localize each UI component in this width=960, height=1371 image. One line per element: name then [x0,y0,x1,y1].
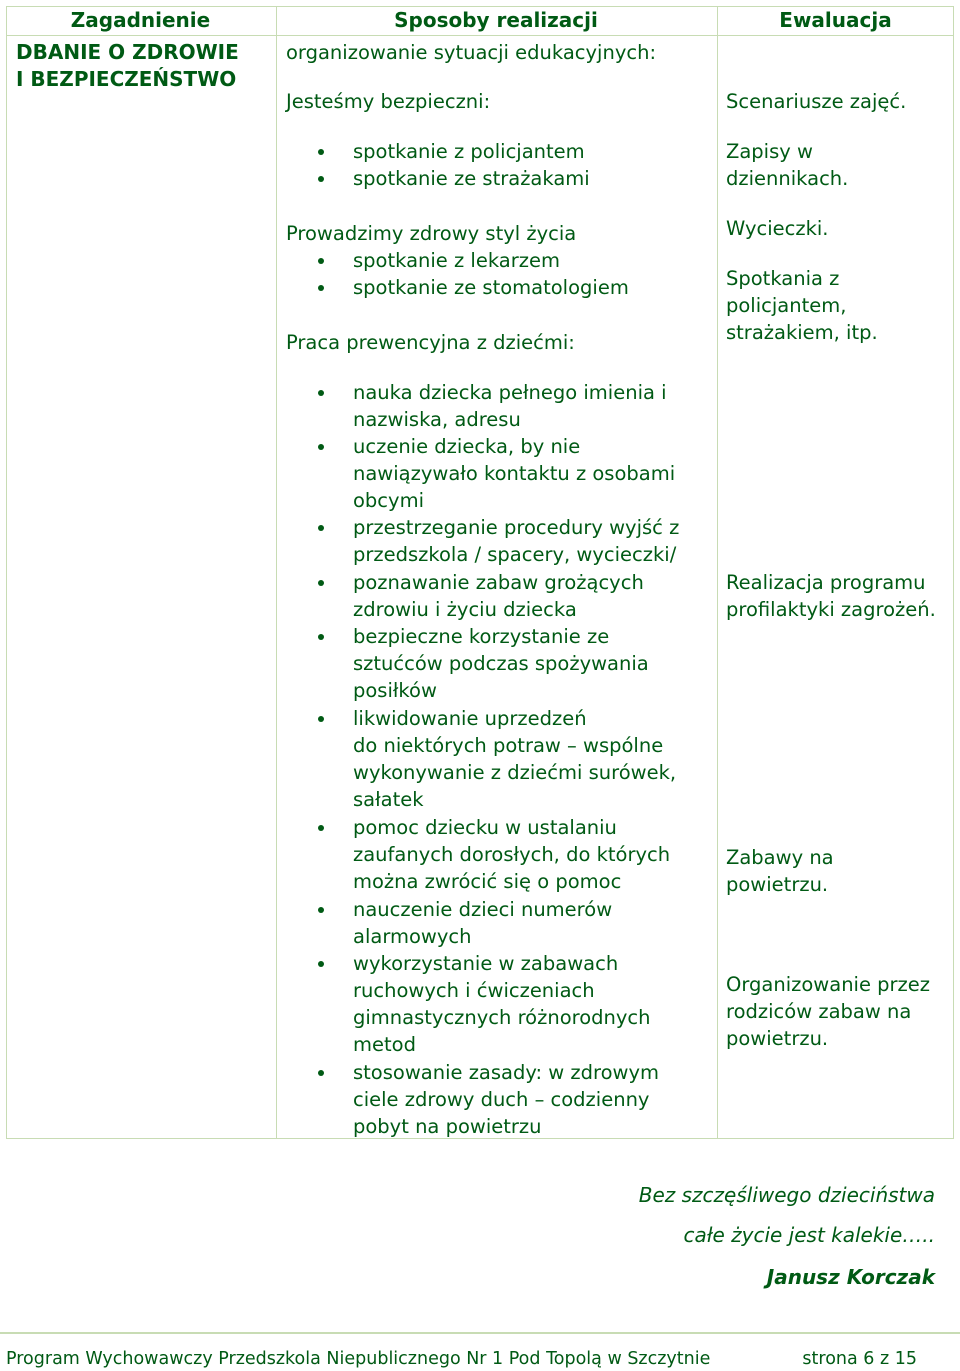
evaluation-line: Organizowanie przez [726,973,931,996]
list-item-line: można zwrócić się o pomoc [353,870,622,893]
evaluation-line: Realizacja programu [726,571,926,594]
list-item: spotkanie ze strażakami [353,167,590,190]
list-item-line: nazwiska, adresu [353,408,521,431]
quote-author: Janusz Korczak [766,1265,935,1289]
bullet [318,907,324,913]
column-divider [276,7,277,1138]
quote-line-1: Bez szczęśliwego dzieciństwa [638,1183,935,1207]
bullet [318,285,324,291]
bullet [318,634,324,640]
list-item-line: likwidowanie uprzedzeń [353,707,587,730]
list-item-line: bezpieczne korzystanie ze [353,625,610,648]
section-title-safety: Jesteśmy bezpieczni: [286,90,491,113]
header-topic: Zagadnienie [70,8,211,32]
topic-line-2: I BEZPIECZEŃSTWO [16,67,237,91]
bullet [318,176,324,182]
bullet [318,444,324,450]
list-item-line: nawiązywało kontaktu z osobami [353,462,676,485]
list-item-line: pobyt na powietrzu [353,1115,542,1138]
list-item-line: zdrowiu i życiu dziecka [353,598,577,621]
list-item-line: pomoc dziecku w ustalaniu [353,816,617,839]
list-item-line: nauka dziecka pełnego imienia i [353,381,667,404]
section-title-prevention: Praca prewencyjna z dziećmi: [286,331,575,354]
evaluation-line: rodziców zabaw na [726,1000,912,1023]
list-item-line: stosowanie zasady: w zdrowym [353,1061,660,1084]
evaluation-line: dziennikach. [726,167,849,190]
page-number: strona 6 z 15 [802,1349,917,1369]
list-item-line: nauczenie dzieci numerów [353,898,613,921]
list-item-line: metod [353,1033,416,1056]
list-item-line: wykonywanie z dziećmi surówek, [353,761,677,784]
footer-divider [0,1332,960,1334]
header-evaluation: Ewaluacja [779,8,892,32]
footer-title: Program Wychowawczy Przedszkola Niepublicznego Nr 1 Pod Topolą w Szczytnie [6,1349,711,1369]
evaluation-line: policjantem, [726,294,847,317]
header-methods: Sposoby realizacji [394,8,598,32]
list-item-line: wykorzystanie w zabawach [353,952,619,975]
evaluation-line: Zabawy na [726,846,834,869]
evaluation-line: Spotkania z [726,267,840,290]
list-item: spotkanie z lekarzem [353,249,560,272]
list-item-line: gimnastycznych różnorodnych [353,1006,651,1029]
list-item-line: poznawanie zabaw grożących [353,571,644,594]
list-item-line: zaufanych dorosłych, do których [353,843,671,866]
list-item-line: przestrzeganie procedury wyjść z [353,516,680,539]
bullet [318,961,324,967]
list-item-line: do niektórych potraw – wspólne [353,734,664,757]
topic-line-1: DBANIE O ZDROWIE [16,40,239,64]
evaluation-line: Zapisy w [726,140,813,163]
bullet [318,716,324,722]
list-item-line: ruchowych i ćwiczeniach [353,979,595,1002]
list-item: spotkanie z policjantem [353,140,585,163]
list-item: spotkanie ze stomatologiem [353,276,629,299]
bullet [318,580,324,586]
bullet [318,149,324,155]
list-item-line: posiłków [353,679,437,702]
evaluation-line: powietrzu. [726,873,829,896]
list-item-line: sztućców podczas spożywania [353,652,649,675]
header-divider [7,35,953,36]
column-divider [717,7,718,1138]
bullet [318,1070,324,1076]
list-item-line: uczenie dziecka, by nie [353,435,581,458]
list-item-line: sałatek [353,788,424,811]
bullet [318,525,324,531]
list-item-line: alarmowych [353,925,472,948]
methods-intro: organizowanie sytuacji edukacyjnych: [286,41,657,64]
list-item-line: przedszkola / spacery, wycieczki/ [353,543,677,566]
bullet [318,258,324,264]
evaluation-line: Wycieczki. [726,217,829,240]
bullet [318,825,324,831]
section-title-health: Prowadzimy zdrowy styl życia [286,222,577,245]
bullet [318,390,324,396]
list-item-line: obcymi [353,489,424,512]
evaluation-line: profilaktyki zagrożeń. [726,598,936,621]
evaluation-line: strażakiem, itp. [726,321,878,344]
evaluation-line: powietrzu. [726,1027,829,1050]
quote-line-2: całe życie jest kalekie….. [683,1223,935,1247]
list-item-line: ciele zdrowy duch – codzienny [353,1088,650,1111]
evaluation-line: Scenariusze zajęć. [726,90,907,113]
